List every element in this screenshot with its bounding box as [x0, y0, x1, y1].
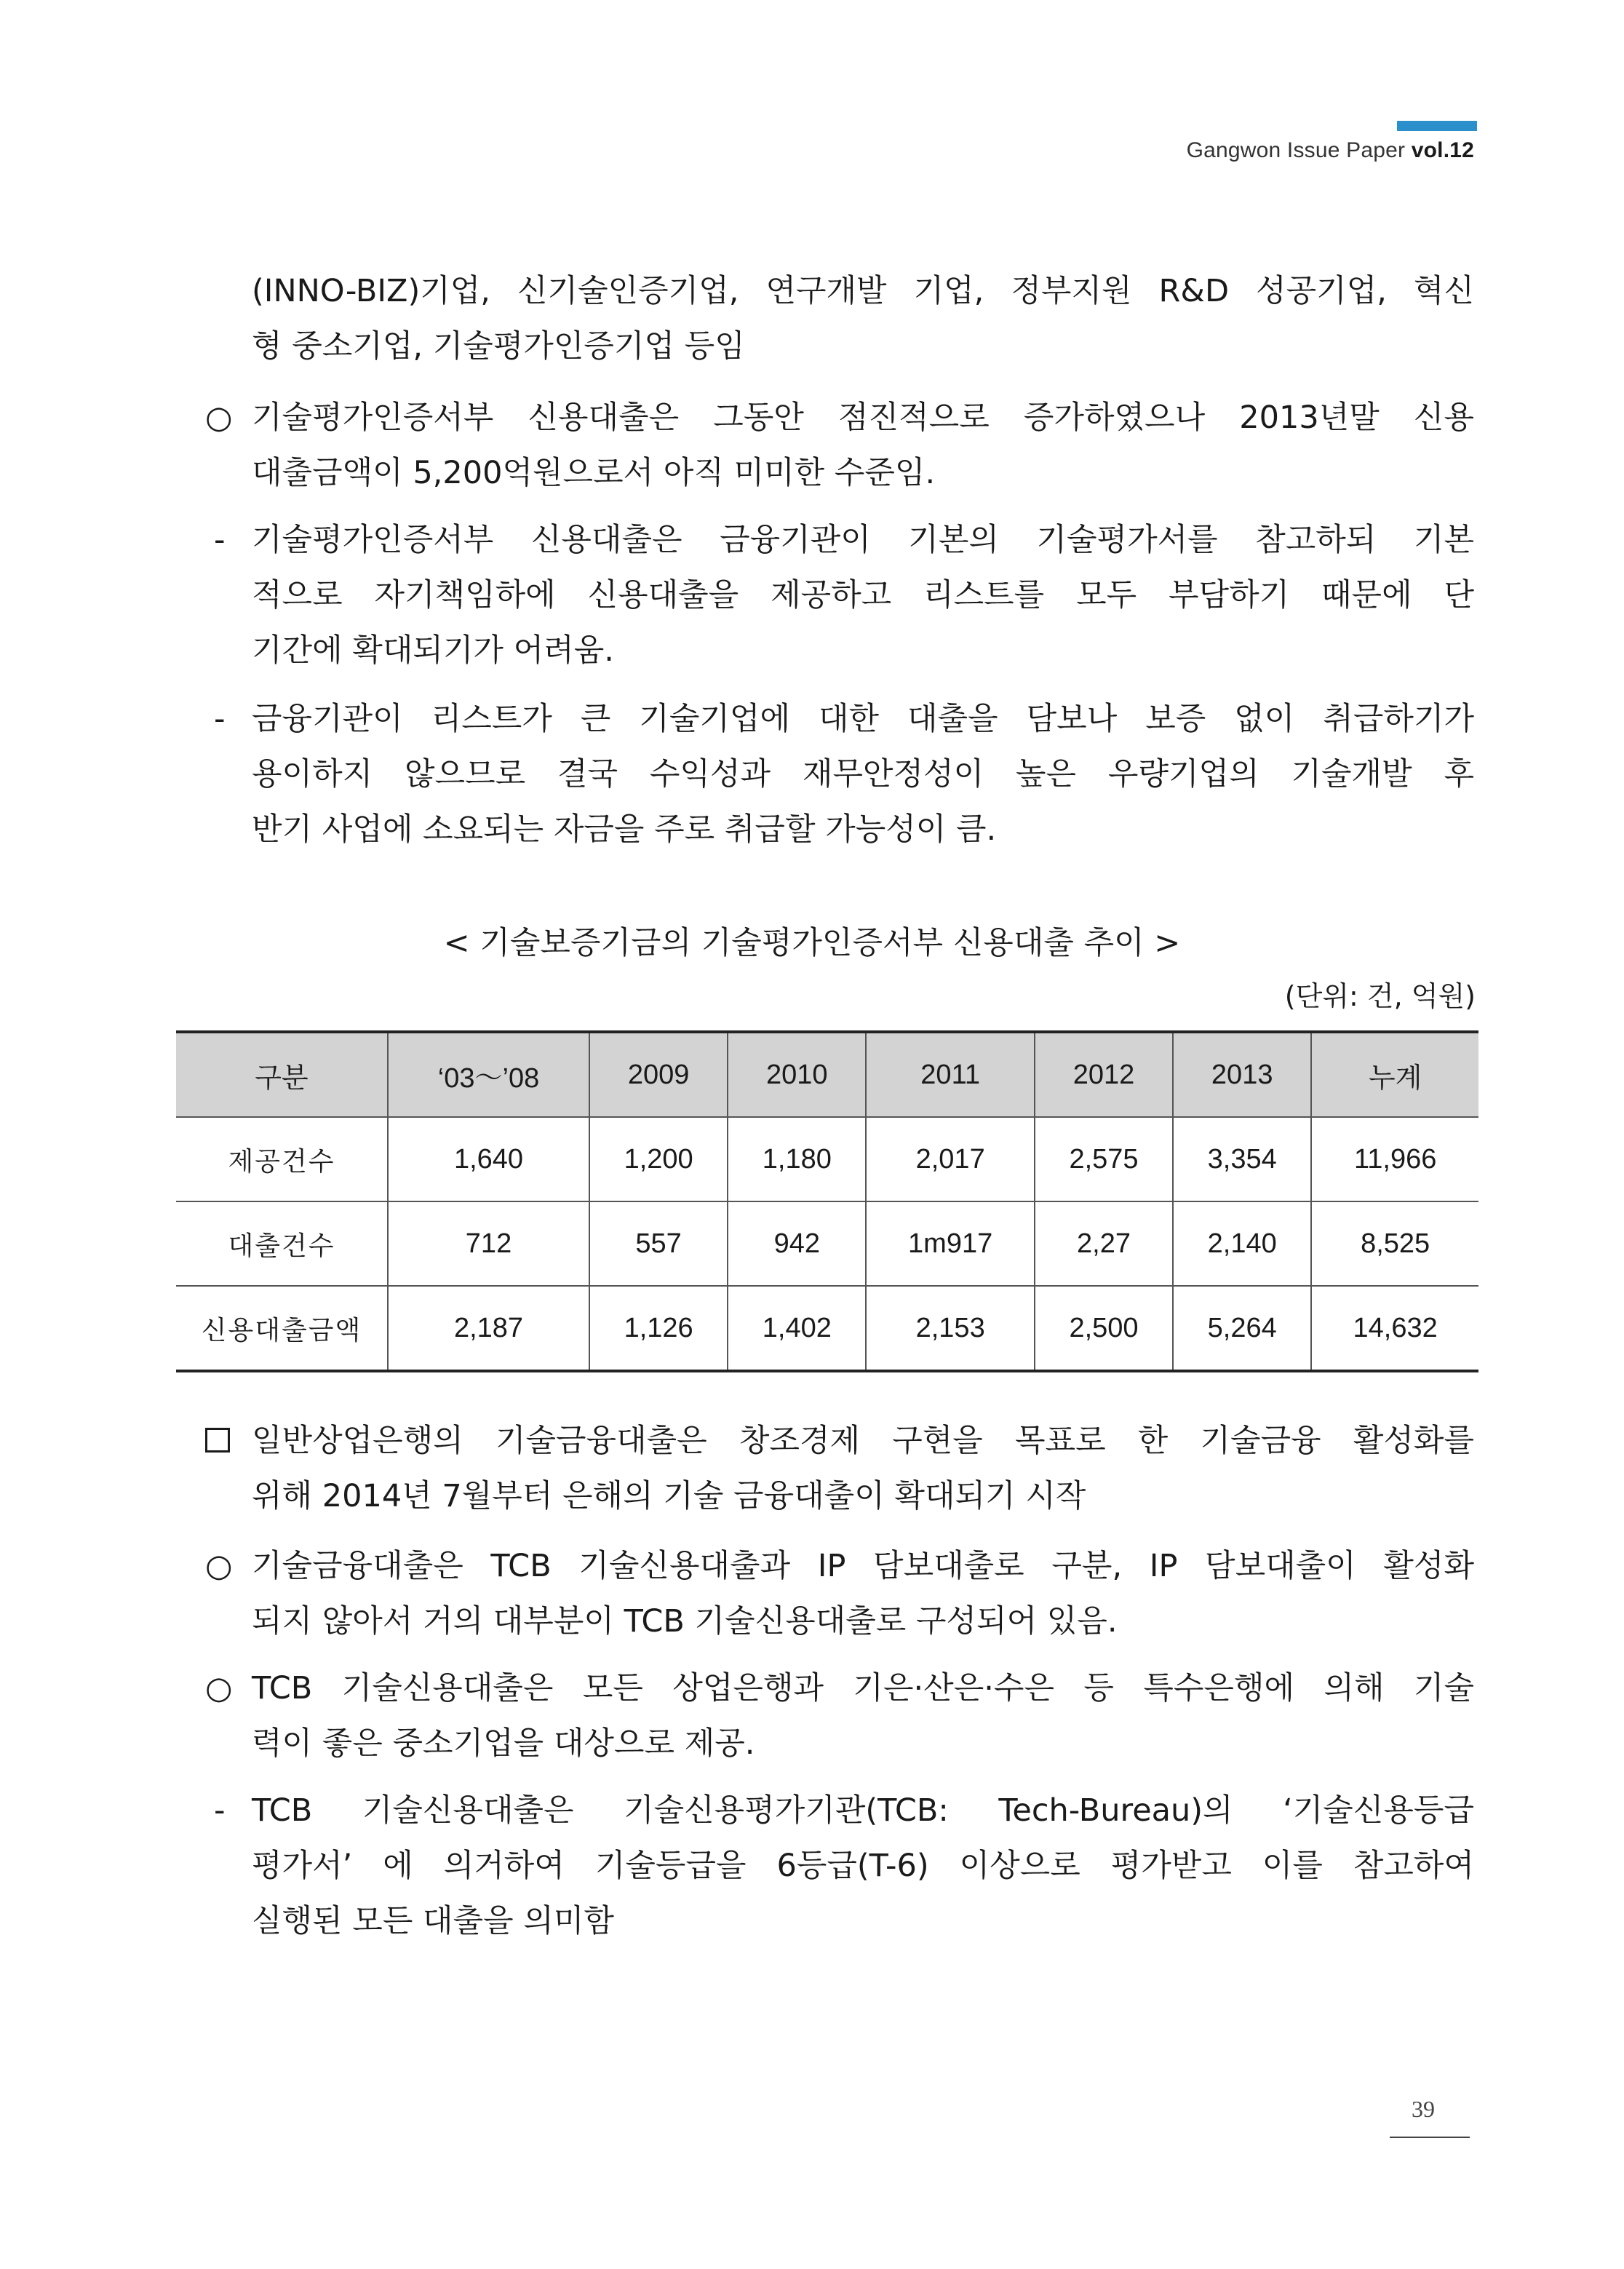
text-line: 금융기관이 리스트가 큰 기술기업에 대한 대출을 담보나 보증 없이 취급하기가	[252, 701, 1474, 737]
header-cell: 구분	[176, 1032, 388, 1117]
text-line: 되지 않아서 거의 대부분이 TCB 기술신용대출로 구성되어 있음.	[252, 1603, 1118, 1640]
table-unit: (단위: 건, 억원)	[1284, 980, 1476, 1012]
dash-bullet: -	[214, 701, 226, 737]
table-header-row	[176, 1032, 1478, 1117]
text-line: 용이하지 않으므로 결국 수익성과 재무안정성이 높은 우량기업의 기술개발 후	[252, 756, 1474, 792]
circle-bullet: ○	[205, 400, 233, 436]
table-cell: 2,187	[388, 1286, 589, 1371]
page-number-rule	[1390, 2137, 1470, 2138]
text-line: 적으로 자기책임하에 신용대출을 제공하고 리스트를 모두 부담하기 때문에 단	[252, 577, 1474, 613]
table-row	[176, 1286, 1478, 1371]
text-line: 기술금융대출은 TCB 기술신용대출과 IP 담보대출로 구분, IP 담보대출이 활성화	[252, 1548, 1474, 1584]
text-line: 기술평가인증서부 신용대출은 금융기관이 기본의 기술평가서를 참고하되 기본	[252, 522, 1474, 558]
table-cell: 1,180	[728, 1117, 866, 1201]
text-line: 위해 2014년 7월부터 은해의 기술 금융대출이 확대되기 시작	[252, 1478, 1086, 1514]
header-cell: 2010	[728, 1032, 866, 1117]
table-cell: 2,153	[866, 1286, 1035, 1371]
circle-bullet: ○	[205, 1548, 233, 1584]
dash-bullet: -	[214, 1792, 226, 1829]
running-header	[1187, 138, 1474, 163]
header-accent-bar	[1397, 121, 1477, 131]
dash-paragraph-3	[252, 1783, 1474, 1949]
text-line: 형 중소기업, 기술평가인증기업 등임	[252, 328, 745, 365]
table-cell: 8,525	[1311, 1201, 1478, 1286]
table-cell: 1,126	[589, 1286, 728, 1371]
row-label: 대출건수	[176, 1201, 388, 1286]
header-volume: vol.12	[1411, 138, 1474, 162]
header-cell: 2012	[1035, 1032, 1173, 1117]
header-cell: 2009	[589, 1032, 728, 1117]
table-row	[176, 1117, 1478, 1201]
checkbox-square-icon	[205, 1428, 230, 1453]
table-cell: 1,402	[728, 1286, 866, 1371]
text-line: 대출금액이 5,200억원으로서 아직 미미한 수준임.	[252, 455, 936, 491]
dash-bullet: -	[214, 522, 226, 558]
table-cell: 2,140	[1173, 1201, 1311, 1286]
table-cell: 11,966	[1311, 1117, 1478, 1201]
table-cell: 3,354	[1173, 1117, 1311, 1201]
page-number: 39	[1412, 2096, 1435, 2122]
table-cell: 1,640	[388, 1117, 589, 1201]
bullet-paragraph-2	[252, 1538, 1474, 1649]
text-line: TCB 기술신용대출은 모든 상업은행과 기은·산은·수은 등 특수은행에 의해 기술	[252, 1670, 1474, 1706]
loan-trend-table	[176, 1030, 1478, 1372]
header-title: Gangwon Issue Paper	[1186, 138, 1412, 162]
row-label: 신용대출금액	[176, 1286, 388, 1371]
text-line: 기술평가인증서부 신용대출은 그동안 점진적으로 증가하였으나 2013년말 신용	[252, 400, 1474, 436]
table-cell: 5,264	[1173, 1286, 1311, 1371]
text-line: 평가서’ 에 의거하여 기술등급을 6등급(T-6) 이상으로 평가받고 이를 참고하여	[252, 1848, 1474, 1884]
continuation-paragraph	[252, 263, 1474, 374]
row-label: 제공건수	[176, 1117, 388, 1201]
text-line: TCB 기술신용대출은 기술신용평가기관(TCB: Tech-Bureau)의 ‘기술신용등급	[252, 1792, 1474, 1829]
bullet-paragraph-3	[252, 1661, 1474, 1771]
table-cell: 557	[589, 1201, 728, 1286]
table-cell: 1,200	[589, 1117, 728, 1201]
header-cell: 누계	[1311, 1032, 1478, 1117]
table-row	[176, 1201, 1478, 1286]
table-cell: 2,27	[1035, 1201, 1173, 1286]
text-line: 실행된 모든 대출을 의미함	[252, 1903, 614, 1939]
table-cell: 1m917	[866, 1201, 1035, 1286]
text-line: (INNO-BIZ)기업, 신기술인증기업, 연구개발 기업, 정부지원 R&D 성공기업, 혁신	[252, 273, 1474, 309]
table-cell: 2,575	[1035, 1117, 1173, 1201]
circle-bullet: ○	[205, 1670, 233, 1706]
table-cell: 2,017	[866, 1117, 1035, 1201]
table-title: < 기술보증기금의 기술평가인증서부 신용대출 추이 >	[443, 925, 1181, 961]
dash-paragraph-2	[252, 691, 1474, 857]
header-cell: ‘03～’08	[388, 1032, 589, 1117]
table-cell: 2,500	[1035, 1286, 1173, 1371]
header-cell: 2013	[1173, 1032, 1311, 1117]
table-cell: 942	[728, 1201, 866, 1286]
text-line: 력이 좋은 중소기업을 대상으로 제공.	[252, 1725, 755, 1762]
table-cell: 712	[388, 1201, 589, 1286]
header-cell: 2011	[866, 1032, 1035, 1117]
text-line: 반기 사업에 소요되는 자금을 주로 취급할 가능성이 큼.	[252, 811, 997, 848]
text-line: 일반상업은행의 기술금융대출은 창조경제 구현을 목표로 한 기술금융 활성화를	[252, 1423, 1474, 1459]
table-cell: 14,632	[1311, 1286, 1478, 1371]
dash-paragraph-1	[252, 512, 1474, 678]
text-line: 기간에 확대되기가 어려움.	[252, 632, 614, 669]
bullet-paragraph-1	[252, 390, 1474, 501]
section-paragraph	[252, 1413, 1474, 1524]
